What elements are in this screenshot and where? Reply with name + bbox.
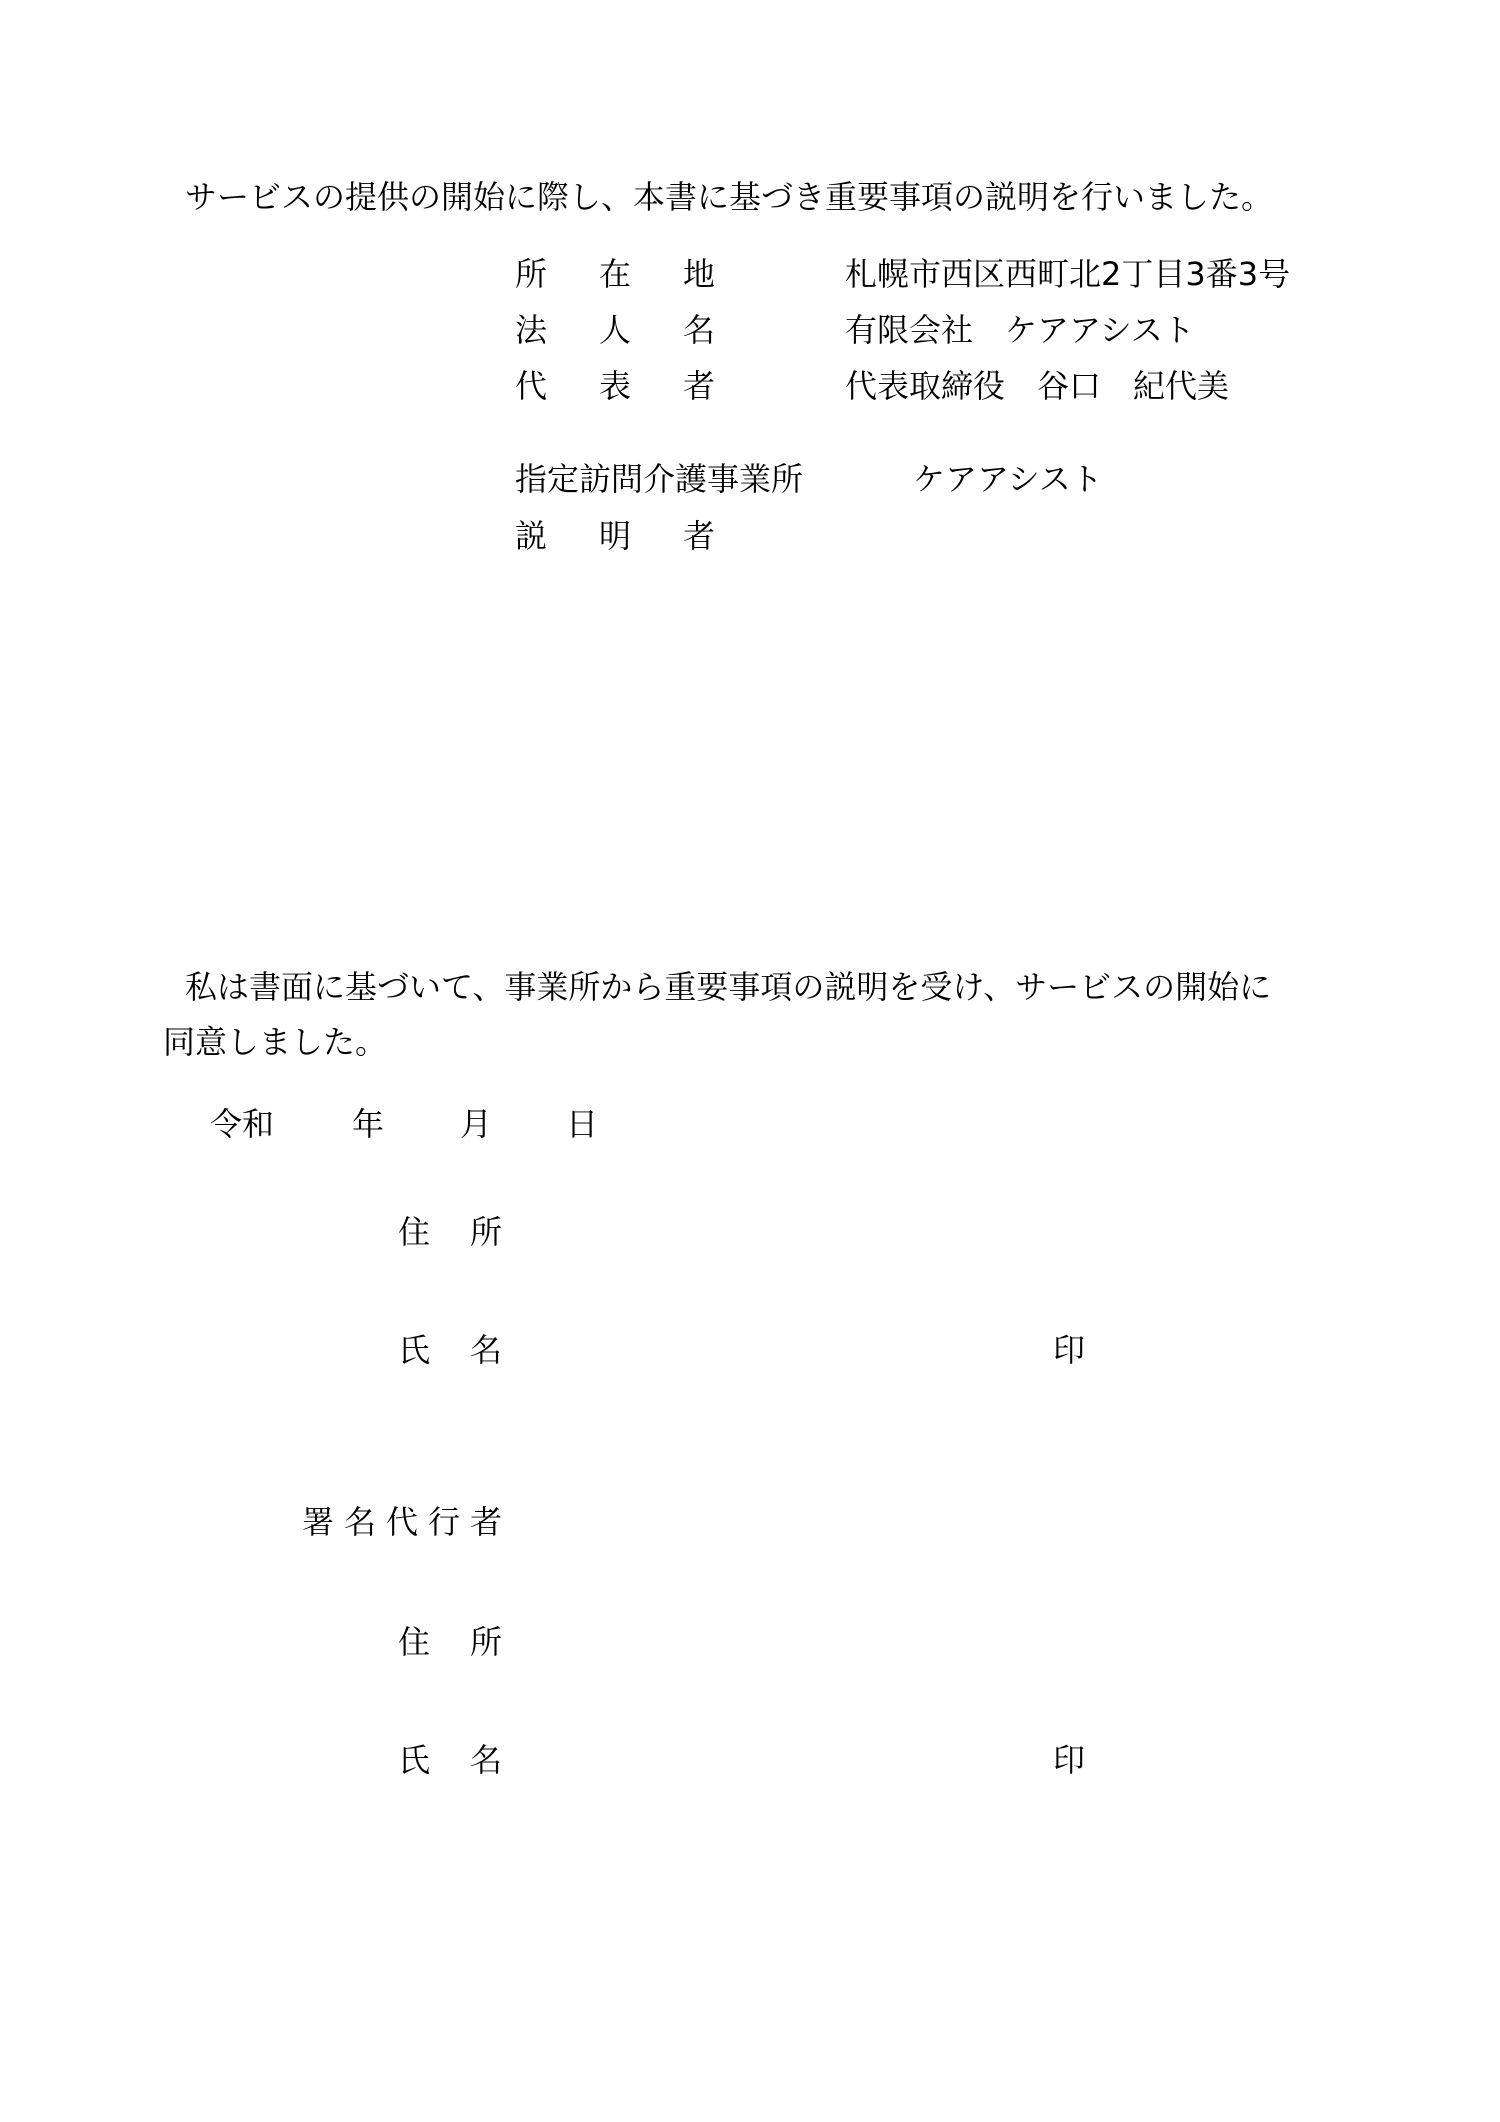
label-char: 表 — [598, 367, 631, 405]
date-year: 年 — [352, 1105, 385, 1143]
label-char: 者 — [682, 367, 715, 405]
label-char: 氏 — [398, 1741, 431, 1779]
user-seal: 印 — [1053, 1331, 1086, 1369]
proxy-address-label — [398, 1622, 502, 1662]
label-char: 名 — [469, 1331, 502, 1369]
label-char: 氏 — [398, 1331, 431, 1369]
label-char: 者 — [682, 517, 715, 555]
label-char: 法 — [515, 311, 548, 349]
label-char: 住 — [398, 1623, 431, 1661]
label-char: 人 — [598, 311, 631, 349]
label-char: 明 — [598, 517, 631, 555]
label-char: 所 — [469, 1623, 502, 1661]
proxy-seal: 印 — [1053, 1741, 1086, 1779]
label-char: 者 — [469, 1503, 502, 1541]
office-label: 指定訪問介護事業所 — [515, 460, 804, 498]
proxy-name-label — [398, 1740, 502, 1780]
label-char: 代 — [385, 1503, 418, 1541]
provider-statement: サービスの提供の開始に際し、本書に基づき重要事項の説明を行いました。 — [185, 178, 1274, 216]
date-era: 令和 — [210, 1105, 275, 1143]
label-char: 説 — [515, 517, 548, 555]
label-char: 所 — [469, 1213, 502, 1251]
corporation-label — [515, 310, 715, 350]
date-day: 日 — [566, 1105, 599, 1143]
consent-statement-line2: 同意しました。 — [163, 1023, 388, 1061]
corporation-value: 有限会社 ケアアシスト — [845, 311, 1195, 349]
user-address-label — [398, 1212, 502, 1252]
label-char: 名 — [469, 1741, 502, 1779]
label-char: 所 — [515, 255, 548, 293]
office-value: ケアアシスト — [913, 460, 1103, 498]
label-char: 地 — [682, 255, 715, 293]
label-char: 名 — [682, 311, 715, 349]
consent-statement-line1: 私は書面に基づいて、事業所から重要事項の説明を受け、サービスの開始に — [185, 968, 1272, 1006]
user-name-label — [398, 1330, 502, 1370]
label-char: 住 — [398, 1213, 431, 1251]
date-month: 月 — [460, 1105, 493, 1143]
address-value: 札幌市西区西町北2丁目3番3号 — [845, 255, 1291, 293]
explainer-label — [515, 516, 715, 556]
label-char: 代 — [515, 367, 548, 405]
address-label — [515, 254, 715, 294]
representative-label — [515, 366, 715, 406]
proxy-heading — [302, 1502, 502, 1542]
label-char: 在 — [598, 255, 631, 293]
label-char: 行 — [427, 1503, 460, 1541]
label-char: 署 — [302, 1503, 335, 1541]
representative-value: 代表取締役 谷口 紀代美 — [845, 367, 1230, 405]
label-char: 名 — [343, 1503, 376, 1541]
